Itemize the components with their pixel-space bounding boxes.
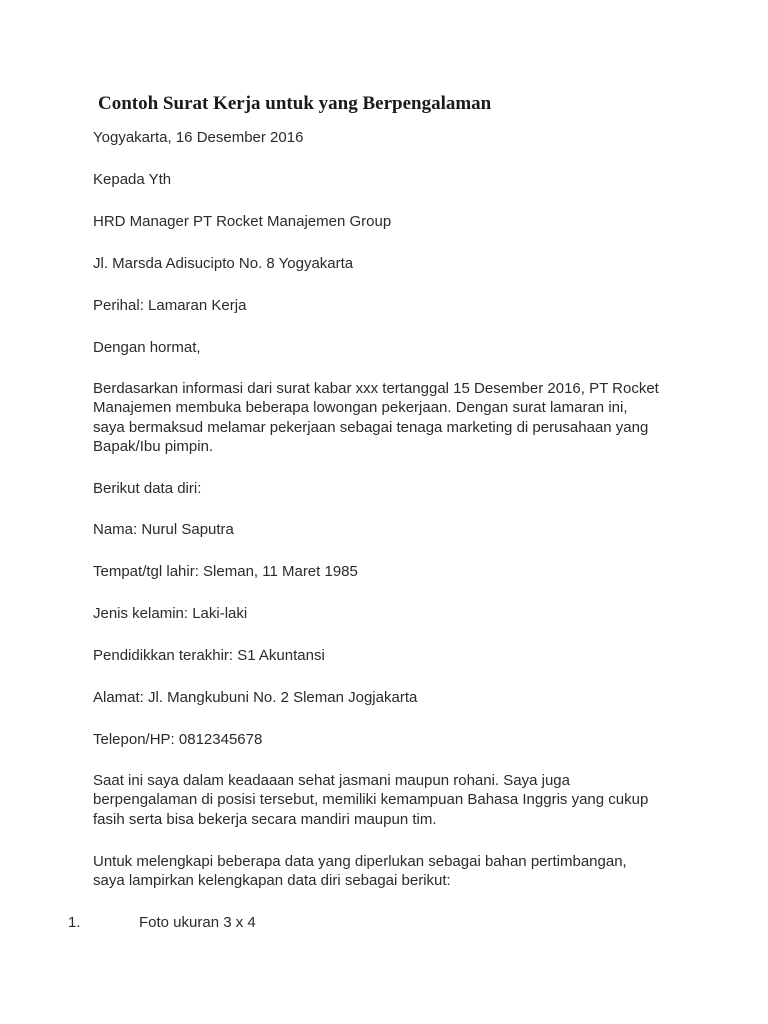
health-paragraph-line: fasih serta bisa bekerja secara mandiri maupun tim. <box>93 811 437 828</box>
attachments-paragraph-line: saya lampirkan kelengkapan data diri sebagai berikut: <box>93 872 451 889</box>
recipient-address: Jl. Marsda Adisucipto No. 8 Yogyakarta <box>93 255 354 272</box>
greeting: Dengan hormat, <box>93 339 201 356</box>
personal-data-item: Pendidikkan terakhir: S1 Akuntansi <box>93 647 325 664</box>
personal-data-item: Jenis kelamin: Laki-laki <box>93 605 248 622</box>
health-paragraph-line: berpengalaman di posisi tersebut, memiliki kemampuan Bahasa Inggris yang cukup <box>93 791 649 808</box>
intro-paragraph-line: saya bermaksud melamar pekerjaan sebagai tenaga marketing di perusahaan yang <box>93 419 649 436</box>
intro-paragraph-line: Manajemen membuka beberapa lowongan pekerjaan. Dengan surat lamaran ini, <box>93 399 628 416</box>
attachment-item: Foto ukuran 3 x 4 <box>139 914 256 931</box>
intro-paragraph-line: Berdasarkan informasi dari surat kabar xxx tertanggal 15 Desember 2016, PT Rocket <box>93 380 659 397</box>
data-intro: Berikut data diri: <box>93 480 202 497</box>
attachment-number: 1. <box>68 914 81 931</box>
date-line: Yogyakarta, 16 Desember 2016 <box>93 129 304 146</box>
recipient-position: HRD Manager PT Rocket Manajemen Group <box>93 213 392 230</box>
attachments-paragraph-line: Untuk melengkapi beberapa data yang diperlukan sebagai bahan pertimbangan, <box>93 853 627 870</box>
personal-data-item: Alamat: Jl. Mangkubuni No. 2 Sleman Jogjakarta <box>93 689 418 706</box>
document-title: Contoh Surat Kerja untuk yang Berpengalaman <box>98 93 492 114</box>
health-paragraph-line: Saat ini saya dalam keadaaan sehat jasmani maupun rohani. Saya juga <box>93 772 570 789</box>
personal-data-item: Nama: Nurul Saputra <box>93 521 234 538</box>
personal-data-item: Telepon/HP: 0812345678 <box>93 731 263 748</box>
intro-paragraph-line: Bapak/Ibu pimpin. <box>93 438 214 455</box>
recipient-salutation: Kepada Yth <box>93 171 172 188</box>
personal-data-item: Tempat/tgl lahir: Sleman, 11 Maret 1985 <box>93 563 358 580</box>
subject-line: Perihal: Lamaran Kerja <box>93 297 247 314</box>
